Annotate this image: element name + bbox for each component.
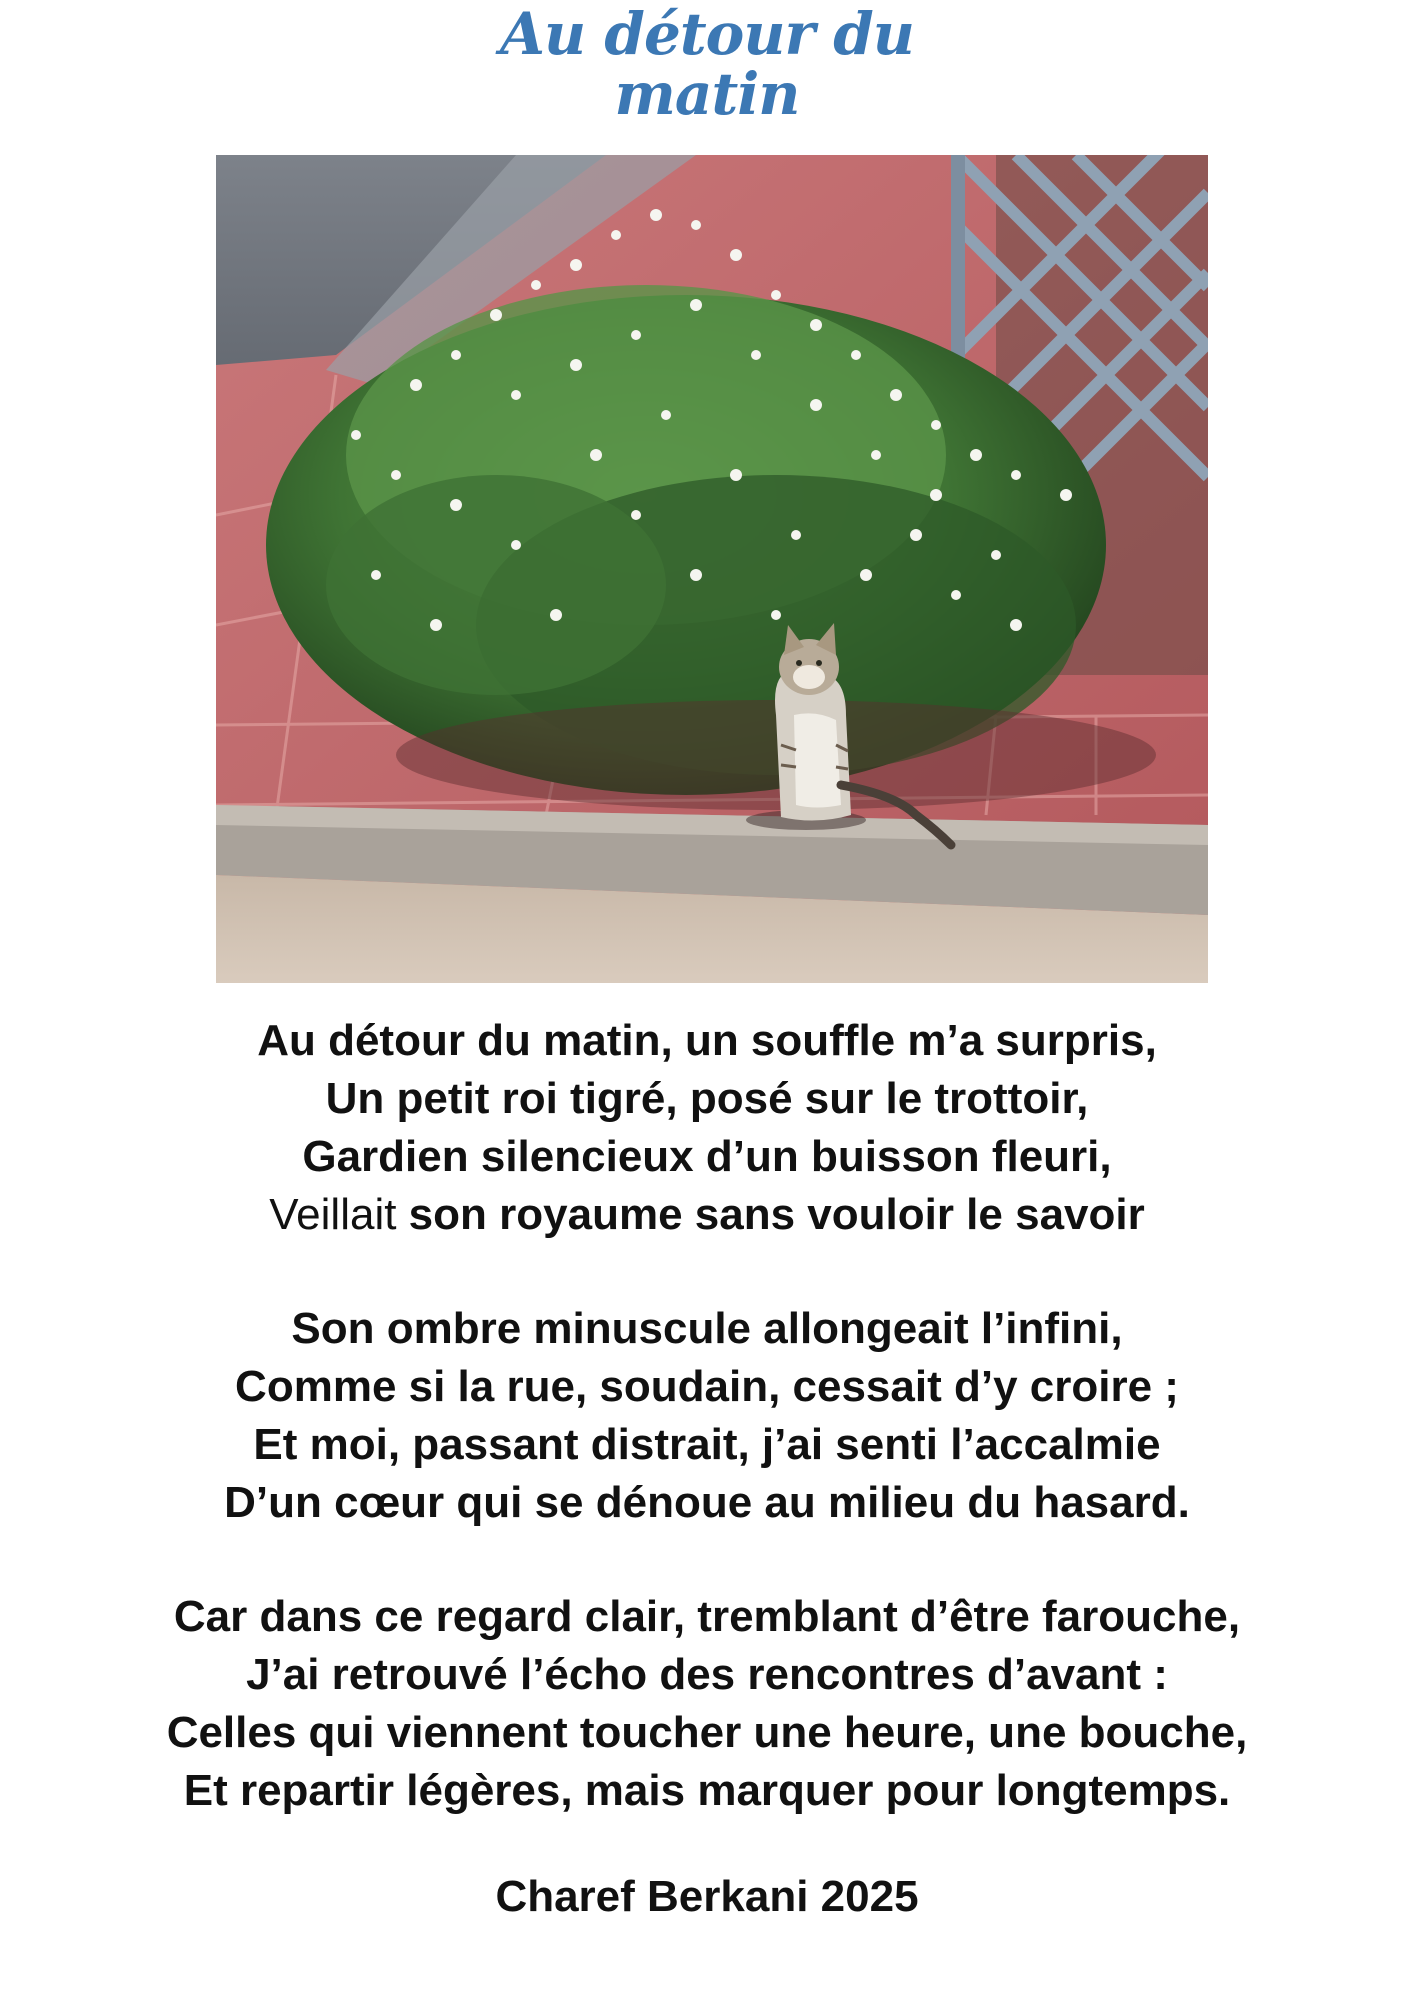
verse-2-2: Comme si la rue, soudain, cessait d’y croire ; (235, 1362, 1179, 1411)
verse-3-1: Car dans ce regard clair, tremblant d’être farouche, (173, 1592, 1241, 1641)
poem-stanza-3 (0, 1588, 1414, 1820)
poem-title (0, 0, 1414, 128)
verse-1-4-light: Veillait (269, 1190, 397, 1239)
poem-body (0, 1012, 1414, 1926)
cat-photo (216, 155, 1208, 983)
poem-stanza-2 (0, 1300, 1414, 1532)
verse-2-3: Et moi, passant distrait, j’ai senti l’accalmie (253, 1420, 1161, 1469)
verse-1-4-rest: son royaume sans vouloir le savoir (396, 1190, 1145, 1239)
poem-stanza-1 (0, 1012, 1414, 1244)
cat-photo-illustration (216, 155, 1208, 983)
poem-title-line-2: matin (614, 60, 800, 128)
verse-1-2: Un petit roi tigré, posé sur le trottoir, (325, 1074, 1089, 1123)
verse-2-1: Son ombre minuscule allongeait l’infini, (291, 1304, 1123, 1353)
verse-2-4: D’un cœur qui se dénoue au milieu du hasard. (224, 1478, 1190, 1527)
verse-3-2: J’ai retrouvé l’écho des rencontres d’avant : (246, 1650, 1168, 1699)
poem-signature: Charef Berkani 2025 (495, 1872, 919, 1921)
verse-3-4: Et repartir légères, mais marquer pour longtemps. (183, 1766, 1231, 1815)
verse-1-3: Gardien silencieux d’un buisson fleuri, (302, 1132, 1112, 1181)
verse-1-1: Au détour du matin, un souffle m’a surpris, (257, 1016, 1157, 1065)
poem-title-line-1: Au détour du (500, 0, 914, 68)
verse-3-3: Celles qui viennent toucher une heure, une bouche, (166, 1708, 1248, 1757)
verse-1-4 (0, 1186, 1414, 1244)
